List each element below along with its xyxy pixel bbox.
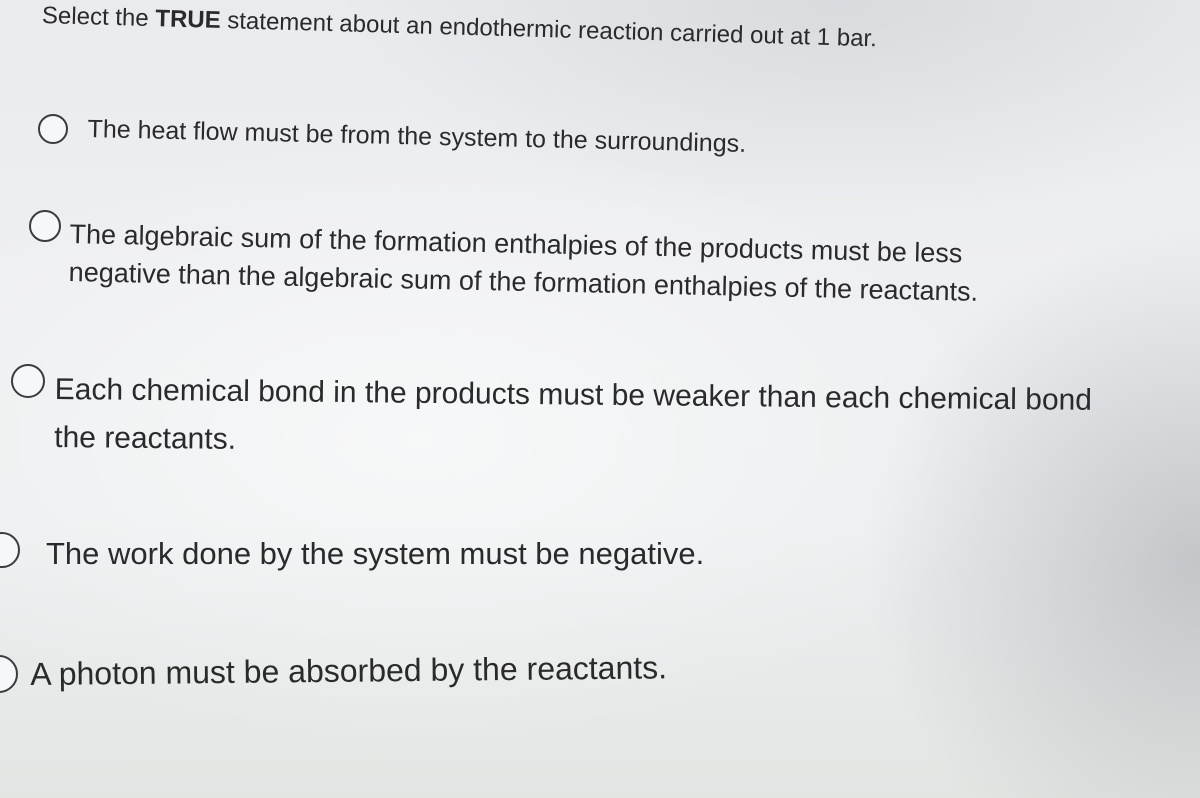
radio-button[interactable]: [38, 114, 68, 144]
option-line: The heat flow must be from the system to the surroundings.: [87, 114, 747, 158]
option-label: [54, 366, 1092, 473]
question-emphasis: TRUE: [154, 5, 222, 34]
option-line: The work done by the system must be negative.: [46, 536, 705, 571]
question-suffix: statement about an endothermic reaction carried out at 1 bar.: [220, 6, 878, 53]
radio-button[interactable]: [11, 364, 45, 398]
option-line: the reactants.: [54, 420, 237, 456]
question-prompt: [42, 2, 878, 53]
option-line: The algebraic sum of the formation enthalpies of the products must be less: [69, 218, 963, 269]
radio-button[interactable]: [29, 210, 61, 242]
radio-button[interactable]: [0, 532, 20, 568]
option-line: Each chemical bond in the products must be weaker than each chemical bond: [54, 372, 1093, 417]
option-label: [87, 112, 746, 162]
radio-button[interactable]: [0, 655, 18, 693]
option-label: [46, 532, 704, 576]
option-label: [30, 645, 667, 697]
option-label: [68, 215, 979, 311]
option-line: negative than the algebraic sum of the formation enthalpies of the reactants.: [68, 257, 979, 308]
option-line: A photon must be absorbed by the reactants.: [30, 649, 668, 692]
question-prefix: Select the: [41, 2, 156, 33]
